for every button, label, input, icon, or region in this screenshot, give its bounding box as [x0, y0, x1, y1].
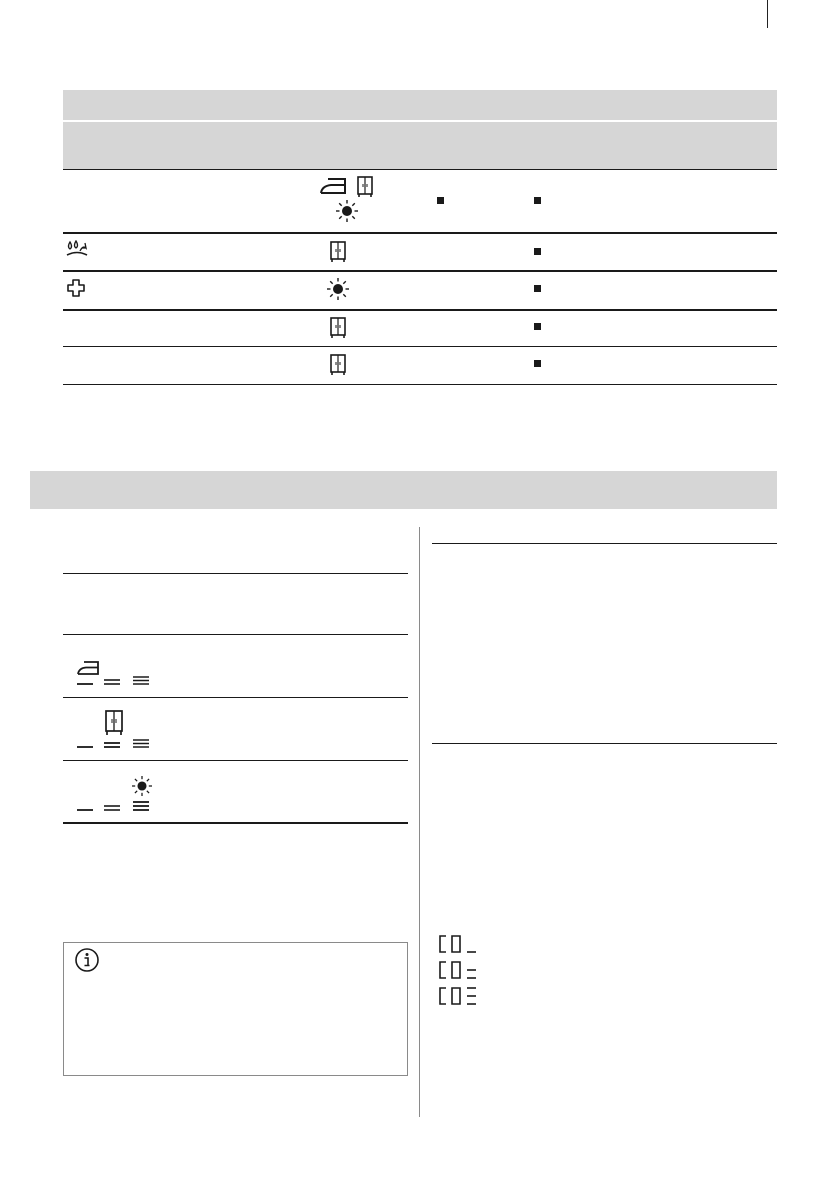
sun-icon — [132, 776, 152, 796]
display-code-line — [440, 988, 476, 1004]
option-mark — [534, 360, 541, 367]
table-rule — [63, 573, 408, 574]
section-rule — [432, 743, 777, 744]
double-bar-icon — [104, 802, 120, 812]
single-bar-icon — [77, 676, 93, 686]
table-rule — [63, 232, 777, 234]
cupboard-icon — [329, 354, 347, 376]
table-rule — [63, 169, 777, 170]
cupboard-icon — [329, 241, 347, 263]
triple-bar-icon — [133, 676, 149, 686]
table-rule — [63, 309, 777, 311]
sun-icon — [327, 278, 349, 300]
display-code-line — [440, 962, 476, 978]
cupboard-icon — [356, 176, 374, 198]
display-code-line — [440, 936, 476, 952]
table-rule — [63, 822, 408, 824]
option-mark — [534, 248, 541, 255]
table-header-row — [63, 90, 777, 121]
info-icon — [74, 947, 100, 973]
table-rule — [63, 346, 777, 347]
table-rule — [63, 270, 777, 272]
crop-mark — [767, 0, 768, 28]
option-mark — [534, 323, 541, 330]
cupboard-icon — [329, 317, 347, 339]
sun-icon — [336, 200, 358, 222]
table-subheader-row — [63, 122, 777, 169]
triple-bar-icon — [133, 739, 149, 749]
display-codes — [438, 934, 488, 1008]
cross-outline-icon — [66, 278, 86, 298]
drops-spin-icon — [65, 240, 89, 260]
option-mark — [534, 197, 541, 204]
table-rule — [63, 634, 408, 635]
single-bar-icon — [77, 802, 93, 812]
option-mark — [534, 285, 541, 292]
table-rule — [63, 697, 408, 698]
cupboard-icon — [104, 710, 124, 736]
table-rule — [63, 384, 777, 385]
double-bar-icon — [104, 739, 120, 749]
section-rule — [432, 543, 777, 544]
iron-icon — [76, 660, 100, 676]
column-divider — [419, 527, 420, 1117]
option-mark — [437, 197, 444, 204]
info-box — [63, 942, 408, 1076]
section-heading-bar — [30, 471, 777, 509]
table-rule — [63, 760, 408, 761]
double-bar-icon — [104, 676, 120, 686]
iron-icon — [318, 175, 348, 197]
single-bar-icon — [77, 739, 93, 749]
triple-bar-icon — [133, 800, 149, 812]
